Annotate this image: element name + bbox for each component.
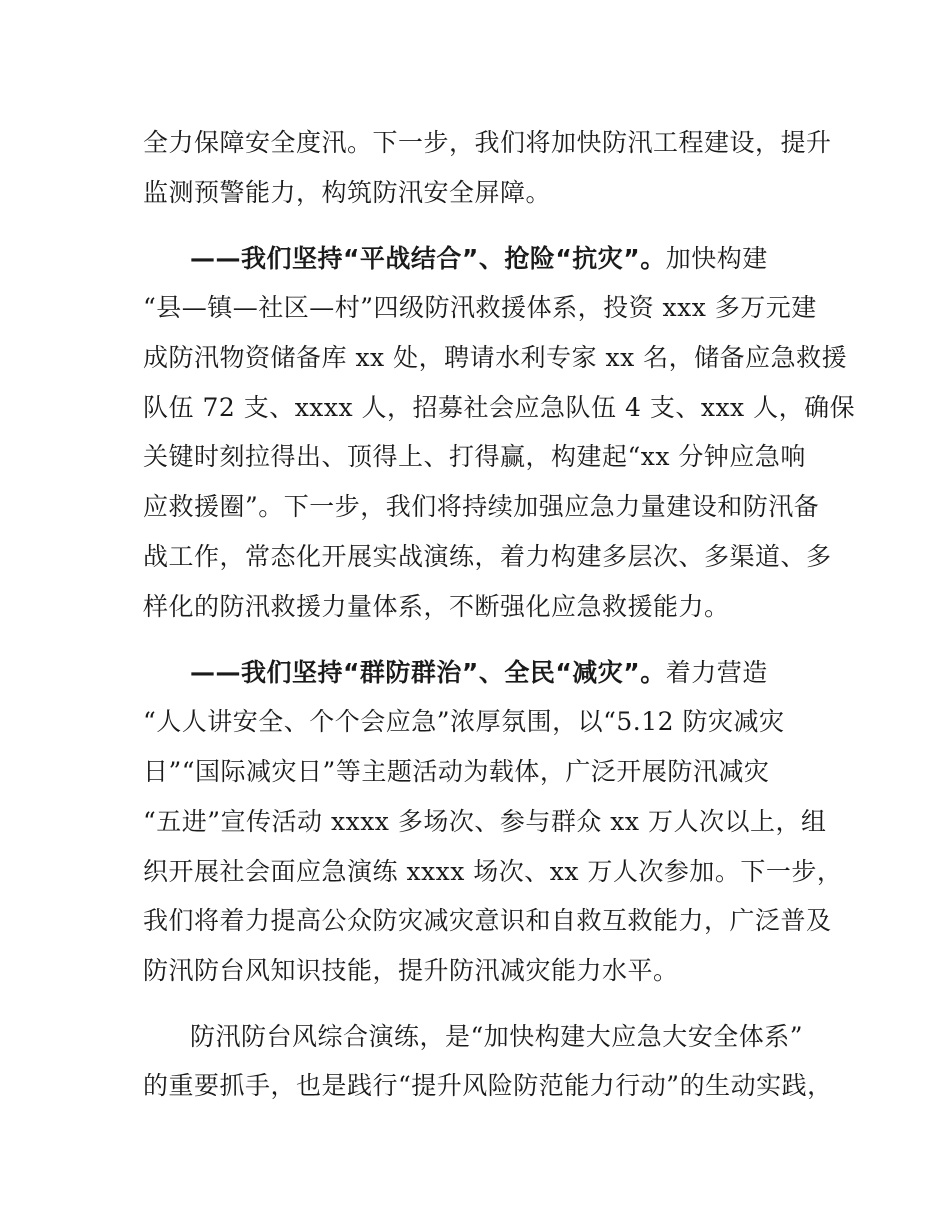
text-line: 我们将着力提高公众防灾减灾意识和自救互救能力，广泛普及 xyxy=(143,906,832,935)
text-line: 织开展社会面应急演练 xxxx 场次、xx 万人次参加。下一步， xyxy=(143,857,843,886)
text-line: 应救援圈”。下一步，我们将持续加强应急力量建设和防汛备 xyxy=(143,492,820,521)
section-heading-line xyxy=(190,242,870,276)
text-line: 战工作，常态化开展实战演练，着力构建多层次、多渠道、多 xyxy=(143,542,832,571)
text-line: 成防汛物资储备库 xx 处，聘请水利专家 xx 名，储备应急救援 xyxy=(143,343,848,372)
text-line: 全力保障安全度汛。下一步，我们将加快防汛工程建设，提升 xyxy=(143,128,832,157)
text-fragment: 加快构建 xyxy=(665,244,768,273)
text-line: 样化的防汛救援力量体系，不断强化应急救援能力。 xyxy=(143,592,730,621)
text-line: 的重要抓手，也是践行“提升风险防范能力行动”的生动实践， xyxy=(143,1071,833,1100)
section-heading: ——我们坚持“平战结合”、抢险“抗灾”。 xyxy=(190,244,666,273)
text-line: “县—镇—社区—村”四级防汛救援体系，投资 xxx 多万元建 xyxy=(143,293,817,322)
text-line: 关键时刻拉得出、顶得上、打得赢，构建起“xx 分钟应急响 xyxy=(143,442,806,471)
text-fragment: 着力营造 xyxy=(665,658,768,687)
text-line: 日”“国际减灾日”等主题活动为载体，广泛开展防汛减灾 xyxy=(143,757,770,786)
section-heading: ——我们坚持“群防群治”、全民“减灾”。 xyxy=(190,658,666,687)
text-line: 防汛防台风综合演练，是“加快构建大应急大安全体系” xyxy=(190,1022,804,1051)
text-line: “人人讲安全、个个会应急”浓厚氛围，以“5.12 防灾减灾 xyxy=(143,707,785,736)
section-heading-line xyxy=(190,656,870,690)
text-line: “五进”宣传活动 xxxx 多场次、参与群众 xx 万人次以上，组 xyxy=(143,807,827,836)
text-line: 监测预警能力，构筑防汛安全屏障。 xyxy=(143,178,552,207)
text-line: 防汛防台风知识技能，提升防汛减灾能力水平。 xyxy=(143,956,679,985)
text-line: 队伍 72 支、xxxx 人，招募社会应急队伍 4 支、xxx 人，确保 xyxy=(143,393,856,422)
